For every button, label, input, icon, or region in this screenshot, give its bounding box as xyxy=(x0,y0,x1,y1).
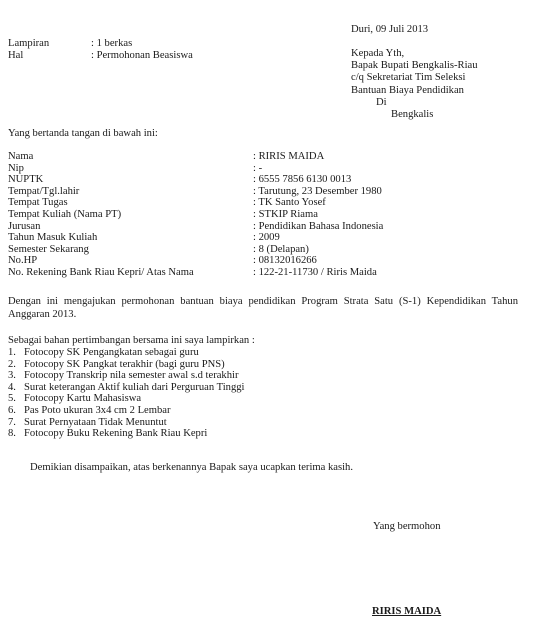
field-row-workplace xyxy=(8,197,528,209)
field-row-entry-year xyxy=(8,232,528,244)
field-row-nip xyxy=(8,163,528,175)
field-label: NUPTK xyxy=(8,174,44,186)
recipient-line: c/q Sekretariat Tim Seleksi xyxy=(351,72,466,84)
list-item xyxy=(8,428,244,440)
field-value: : 122-21-11730 / Riris Maida xyxy=(253,266,377,278)
field-value: : TK Santo Yosef xyxy=(253,197,326,209)
field-row-bank-account xyxy=(8,267,528,279)
attachments-list xyxy=(8,347,244,440)
list-item-text: Fotocopy Kartu Mahasiswa xyxy=(24,393,142,405)
subject-label: Hal xyxy=(8,50,24,61)
attachment-value: : 1 berkas xyxy=(91,38,133,49)
applicant-details xyxy=(8,151,528,279)
list-item xyxy=(8,359,244,371)
recipient-address xyxy=(351,48,478,121)
list-item-text: Surat keterangan Aktif kuliah dari Perguruan Tinggi xyxy=(24,381,245,393)
list-item-number: 5. xyxy=(8,393,16,405)
field-label: Semester Sekarang xyxy=(8,243,89,255)
attachment-label: Lampiran xyxy=(8,38,50,49)
list-item xyxy=(8,405,244,417)
field-row-phone xyxy=(8,255,528,267)
list-item xyxy=(8,393,244,405)
field-label: Nama xyxy=(8,151,34,162)
list-item-text: Fotocopy Buku Rekening Bank Riau Kepri xyxy=(24,428,208,440)
list-item xyxy=(8,382,244,394)
field-label: Tempat/Tgl.lahir xyxy=(8,185,80,197)
field-value: : 08132016266 xyxy=(253,255,317,267)
field-label: No. Rekening Bank Riau Kepri/ Atas Nama xyxy=(8,266,194,278)
list-item-number: 8. xyxy=(8,428,16,440)
field-value: : STKIP Riama xyxy=(253,208,318,220)
field-value: : 2009 xyxy=(253,232,280,244)
field-label: Jurusan xyxy=(8,220,41,232)
field-row-nuptk xyxy=(8,174,528,186)
field-row-university xyxy=(8,209,528,221)
list-item xyxy=(8,370,244,382)
list-item-text: Pas Poto ukuran 3x4 cm 2 Lembar xyxy=(24,404,171,416)
list-item-text: Surat Pernyataan Tidak Menuntut xyxy=(24,416,167,428)
field-row-major xyxy=(8,221,528,233)
field-value: : RIRIS MAIDA xyxy=(253,151,325,162)
recipient-line: Di xyxy=(376,96,387,108)
field-label: Nip xyxy=(8,162,24,174)
list-item-number: 3. xyxy=(8,370,16,382)
intro-text: Yang bertanda tangan di bawah ini: xyxy=(8,128,158,139)
recipient-line: Kepada Yth, xyxy=(351,48,405,59)
list-item-text: Fotocopy Transkrip nila semester awal s.d terakhir xyxy=(24,370,239,382)
field-value: : 6555 7856 6130 0013 xyxy=(253,174,352,186)
list-item-text: Fotocopy SK Pangkat terakhir (bagi guru PNS) xyxy=(24,358,225,370)
request-paragraph: Dengan ini mengajukan permohonan bantuan biaya pendidikan Program Strata Satu (S-1) Kependidikan Tahun Anggaran 2013. xyxy=(8,296,518,320)
field-value: : Tarutung, 23 Desember 1980 xyxy=(253,185,382,197)
field-label: Tempat Kuliah (Nama PT) xyxy=(8,208,122,220)
field-value: : Pendidikan Bahasa Indonesia xyxy=(253,220,384,232)
list-item-text: Fotocopy SK Pengangkatan sebagai guru xyxy=(24,347,199,358)
attachments-intro: Sebagai bahan pertimbangan bersama ini saya lampirkan : xyxy=(8,335,255,346)
recipient-line: Bantuan Biaya Pendidikan xyxy=(351,84,464,96)
field-label: No.HP xyxy=(8,255,38,267)
list-item-number: 4. xyxy=(8,381,16,393)
list-item-number: 6. xyxy=(8,404,16,416)
field-value: : - xyxy=(253,162,263,174)
closing-text: Demikian disampaikan, atas berkenannya Bapak saya ucapkan terima kasih. xyxy=(30,462,353,473)
field-row-birth xyxy=(8,186,528,198)
field-label: Tempat Tugas xyxy=(8,197,68,209)
field-label: Tahun Masuk Kuliah xyxy=(8,232,98,244)
list-item xyxy=(8,417,244,429)
recipient-line: Bengkalis xyxy=(391,109,434,121)
list-item-number: 2. xyxy=(8,358,16,370)
letter-date: Duri, 09 Juli 2013 xyxy=(351,24,429,35)
signature-name: RIRIS MAIDA xyxy=(372,606,442,617)
list-item xyxy=(8,347,244,359)
recipient-line: Bapak Bupati Bengkalis-Riau xyxy=(351,60,478,72)
field-row-name xyxy=(8,151,528,163)
regards-text: Yang bermohon xyxy=(373,521,441,532)
list-item-number: 7. xyxy=(8,416,16,428)
field-value: : 8 (Delapan) xyxy=(253,243,309,255)
list-item-number: 1. xyxy=(8,347,16,358)
field-row-semester xyxy=(8,244,528,256)
subject-value: : Permohonan Beasiswa xyxy=(91,50,193,61)
